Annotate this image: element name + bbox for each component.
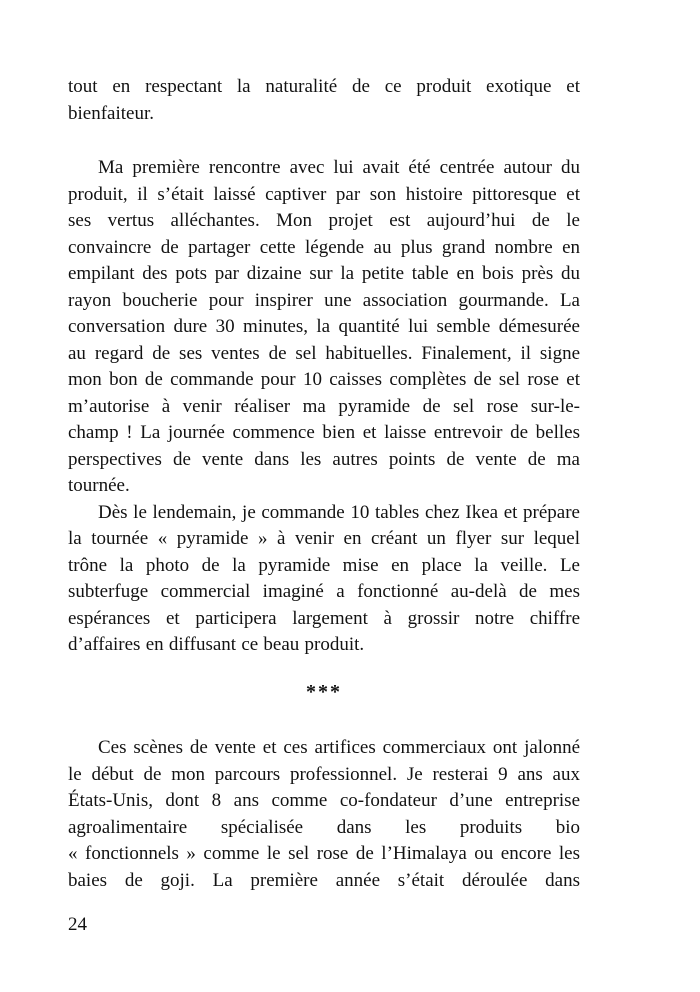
text-line: Dès le lendemain, je commande 10 tables chez Ikea et prépare [98, 501, 580, 523]
text-line: baies de goji. La première année s’était déroulée dans [68, 869, 580, 891]
text-line: Ma première rencontre avec lui avait été centrée autour du [98, 157, 580, 178]
text-line: champ ! La journée commence bien et laisse entrevoir de belles [68, 422, 580, 443]
text-line: agroalimentaire spécialisée dans les produits bio [68, 816, 580, 838]
text-line: convaincre de partager cette légende au plus grand nombre en [68, 236, 580, 258]
text-line: mon bon de commande pour 10 caisses complètes de sel rose et [68, 369, 580, 390]
section-separator: *** [306, 680, 342, 703]
text-line: Ces scènes de vente et ces artifices commerciaux ont jalonné [98, 737, 580, 758]
paragraph-first-meeting [68, 155, 580, 500]
text-line: États-Unis, dont 8 ans comme co-fondateur d’une entreprise [68, 790, 580, 811]
text-line: ses vertus alléchantes. Mon projet est aujourd’hui de le [68, 210, 580, 231]
text-line: tout en respectant la naturalité de ce produit exotique et [68, 76, 580, 97]
text-line: m’autorise à venir réaliser ma pyramide de sel rose sur-le- [68, 395, 580, 417]
text-line: conversation dure 30 minutes, la quantité lui semble démesurée [68, 316, 580, 337]
paragraph-ikea-tables [68, 500, 580, 659]
text-line: bienfaiteur. [68, 102, 154, 124]
text-line: d’affaires en diffusant ce beau produit. [68, 634, 365, 655]
text-line: produit, il s’était laissé captiver par son histoire pittoresque et [68, 183, 580, 205]
paragraph-continuation [68, 74, 580, 127]
text-line: subterfuge commercial imaginé a fonctionné au-delà de mes [68, 581, 580, 602]
text-line: empilant des pots par dizaine sur la petite table en bois près du [68, 263, 580, 284]
text-line: « fonctionnels » comme le sel rose de l’Himalaya ou encore les [68, 843, 580, 864]
paragraph-career-summary [68, 735, 580, 894]
text-line: la tournée « pyramide » à venir en créant un flyer sur lequel [68, 528, 580, 549]
text-line: le début de mon parcours professionnel. Je resterai 9 ans aux [68, 763, 580, 785]
text-line: rayon boucherie pour inspirer une association gourmande. La [68, 289, 580, 311]
text-line: tournée. [68, 475, 130, 496]
text-line: espérances et participera largement à grossir notre chiffre [68, 607, 580, 629]
page-number: 24 [68, 914, 87, 935]
text-line: trône la photo de la pyramide mise en place la veille. Le [68, 554, 580, 576]
text-line: au regard de ses ventes de sel habituelles. Finalement, il signe [68, 342, 580, 364]
text-line: perspectives de vente dans les autres points de vente de ma [68, 448, 580, 470]
